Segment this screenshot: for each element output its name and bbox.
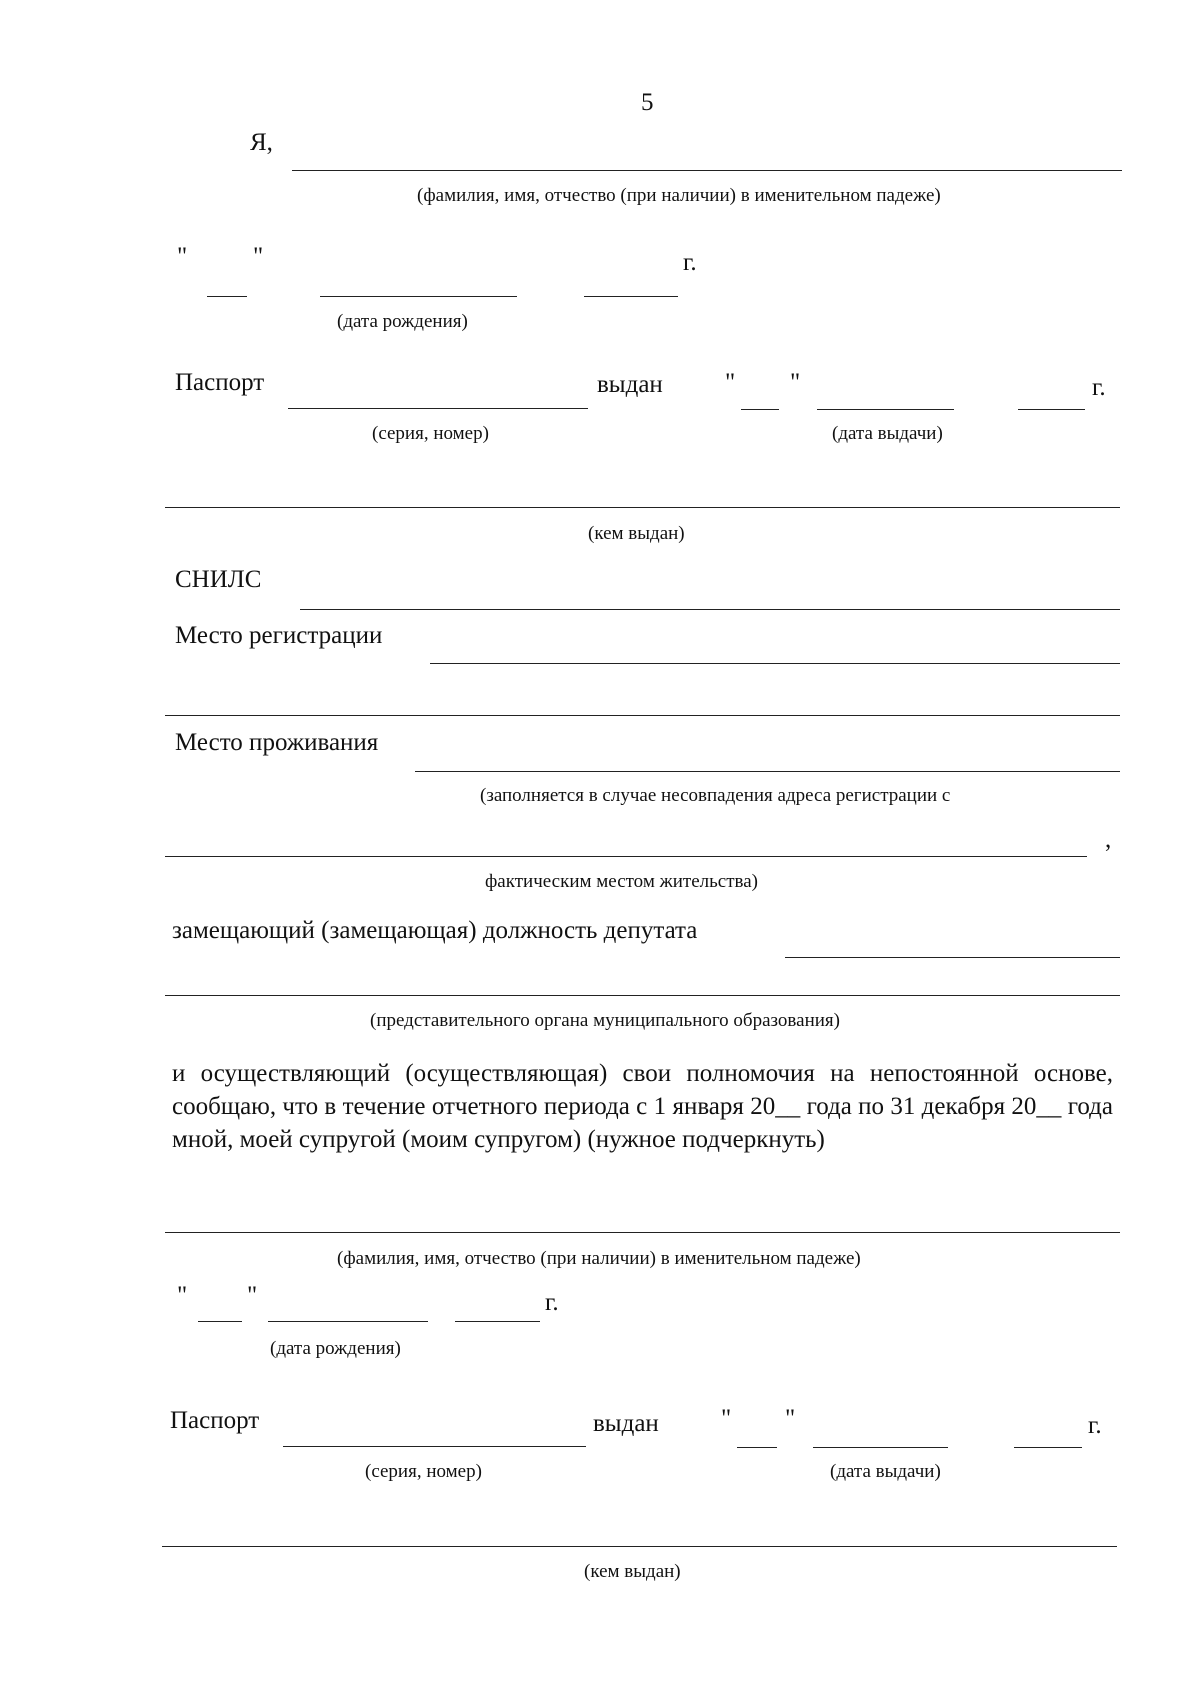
position-line-1[interactable] bbox=[785, 957, 1120, 958]
birth-day-line[interactable] bbox=[207, 296, 247, 297]
birth-year-line[interactable] bbox=[584, 296, 678, 297]
issue-year-line[interactable] bbox=[1018, 409, 1085, 410]
spouse-birth-quote-close: " bbox=[247, 1282, 258, 1309]
spouse-birth-caption: (дата рождения) bbox=[270, 1338, 401, 1359]
issued-by-caption: (кем выдан) bbox=[588, 523, 685, 544]
spouse-series-caption: (серия, номер) bbox=[365, 1461, 482, 1482]
birth-quote-close: " bbox=[253, 243, 264, 270]
residence-caption-2: фактическим местом жительства) bbox=[485, 871, 758, 892]
position-line-2[interactable] bbox=[165, 995, 1120, 996]
snils-label: СНИЛС bbox=[175, 566, 262, 593]
issued-by-line[interactable] bbox=[165, 507, 1120, 508]
spouse-issued-by-line[interactable] bbox=[162, 1546, 1117, 1547]
issue-quote-close: " bbox=[790, 369, 801, 396]
spouse-birth-year-suffix: г. bbox=[545, 1289, 559, 1316]
spouse-birth-day-line[interactable] bbox=[198, 1321, 242, 1322]
snils-line[interactable] bbox=[300, 609, 1120, 610]
issue-date-caption: (дата выдачи) bbox=[832, 423, 943, 444]
passport-label: Паспорт bbox=[175, 369, 265, 396]
spouse-issue-quote-open: " bbox=[721, 1405, 732, 1432]
spouse-birth-year-line[interactable] bbox=[455, 1321, 540, 1322]
residence-comma: , bbox=[1105, 826, 1112, 853]
spouse-issue-quote-close: " bbox=[785, 1405, 796, 1432]
issue-quote-open: " bbox=[725, 369, 736, 396]
intro-text: Я, bbox=[250, 129, 273, 156]
birth-quote-open: " bbox=[177, 243, 188, 270]
spouse-birth-quote-open: " bbox=[177, 1282, 188, 1309]
spouse-issue-month-line[interactable] bbox=[813, 1447, 948, 1448]
organ-caption: (представительного органа муниципального образования) bbox=[370, 1010, 840, 1031]
position-label: замещающий (замещающая) должность депутата bbox=[172, 917, 698, 944]
spouse-issue-day-line[interactable] bbox=[737, 1447, 777, 1448]
residence-caption-1: (заполняется в случае несовпадения адреса регистрации с bbox=[480, 785, 951, 806]
issue-day-line[interactable] bbox=[741, 409, 779, 410]
registration-label: Место регистрации bbox=[175, 622, 383, 649]
issue-month-line[interactable] bbox=[817, 409, 954, 410]
spouse-issue-year-line[interactable] bbox=[1014, 1447, 1082, 1448]
statement-paragraph: и осуществляющий (осуществляющая) свои полномочия на непостоянной основе, сообщаю, что в течение отчетного периода с 1 января 20__ года по 31 декабря 20__ года мной, моей супругой (моим супругом) (нужное подчеркнуть) bbox=[172, 1060, 1113, 1153]
birth-year-suffix: г. bbox=[683, 249, 697, 276]
spouse-issue-date-caption: (дата выдачи) bbox=[830, 1461, 941, 1482]
birth-month-line[interactable] bbox=[320, 296, 517, 297]
residence-label: Место проживания bbox=[175, 729, 379, 756]
issued-label: выдан bbox=[597, 371, 663, 398]
spouse-passport-label: Паспорт bbox=[170, 1407, 260, 1434]
spouse-fio-line[interactable] bbox=[165, 1232, 1120, 1233]
registration-line-2[interactable] bbox=[165, 715, 1120, 716]
residence-line-1[interactable] bbox=[415, 771, 1120, 772]
spouse-birth-month-line[interactable] bbox=[268, 1321, 428, 1322]
fio-caption: (фамилия, имя, отчество (при наличии) в именительном падеже) bbox=[417, 185, 941, 206]
fio-line[interactable] bbox=[292, 170, 1122, 171]
issue-year-suffix: г. bbox=[1092, 374, 1106, 401]
spouse-issue-year-suffix: г. bbox=[1088, 1412, 1102, 1439]
birth-caption: (дата рождения) bbox=[337, 311, 468, 332]
spouse-issued-by-caption: (кем выдан) bbox=[584, 1561, 681, 1582]
residence-line-2[interactable] bbox=[165, 856, 1087, 857]
spouse-fio-caption: (фамилия, имя, отчество (при наличии) в именительном падеже) bbox=[337, 1248, 861, 1269]
series-caption: (серия, номер) bbox=[372, 423, 489, 444]
spouse-passport-series-line[interactable] bbox=[283, 1446, 586, 1447]
spouse-issued-label: выдан bbox=[593, 1410, 659, 1437]
page-number: 5 bbox=[641, 89, 654, 116]
registration-line-1[interactable] bbox=[430, 663, 1120, 664]
passport-series-line[interactable] bbox=[288, 408, 588, 409]
